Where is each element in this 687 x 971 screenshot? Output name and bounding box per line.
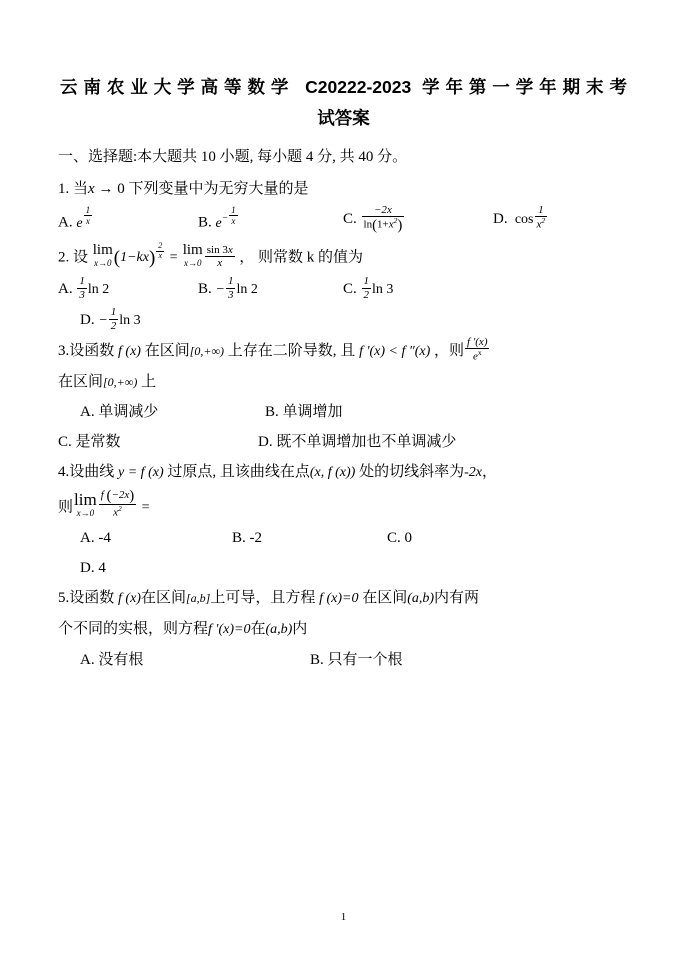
question-4-options-row1 — [58, 523, 629, 553]
question-4-option-b — [232, 523, 387, 553]
q3-function: f (x) — [118, 343, 141, 359]
question-4-option-c — [387, 523, 412, 553]
question-3-option-a — [80, 397, 265, 427]
question-1-stem — [58, 174, 629, 204]
question-5-option-b — [310, 645, 403, 675]
option-label: B. — [198, 280, 212, 297]
q3-fraction: $\frac{f '(x)}{e^x}$ — [467, 335, 488, 363]
option-label: D. — [80, 559, 95, 576]
q4-curve: y = f (x) — [118, 464, 164, 480]
q5-interval-2: (a,b) — [407, 590, 435, 606]
question-4-stem-line-1 — [58, 457, 629, 488]
option-text: 只有一个根 — [327, 651, 403, 668]
question-2-options-row2 — [58, 305, 629, 336]
q5-derivative-equation: f ′(x)=0 — [208, 621, 251, 637]
q5-text-g: 在 — [250, 620, 266, 637]
page-title-line-1: 云南农业大学高等数学 C20222-2023 学年第一学年期末考 — [60, 77, 627, 97]
q4-text-c: 处的切线斜率为 — [359, 463, 465, 480]
question-4-number: 4. — [58, 463, 70, 480]
q5-interval-3: (a,b) — [265, 621, 293, 637]
option-label: D. — [493, 211, 508, 228]
q3-text-a: 设函数 — [69, 342, 115, 359]
question-1-variable: x — [88, 181, 95, 197]
q3-text-f: 在区间 — [58, 373, 104, 390]
question-1-stem-prefix: 当 — [73, 181, 89, 197]
option-label: B. — [310, 651, 324, 668]
question-1-option-b: B. $e^{- \frac{1}{x}}$ — [198, 204, 236, 231]
question-1-option-c: C. $\frac{-2x}{\ln(1+x^2)}$ — [343, 204, 403, 234]
q3-text-e: ，则 — [434, 342, 465, 359]
question-3-option-d — [258, 427, 456, 457]
question-3-options-row2 — [58, 427, 629, 457]
question-4-option-a — [80, 523, 232, 553]
q3-text-g: 上 — [141, 373, 157, 390]
question-2-stem-rest: ， 则常数 k 的值为 — [239, 249, 363, 266]
option-label: C. — [58, 433, 72, 450]
option-label: A. — [80, 403, 95, 420]
option-text: 既不单调增加也不单调减少 — [276, 433, 457, 450]
question-2-options — [58, 274, 629, 305]
q5-text-h: 内 — [292, 620, 308, 637]
option-label: A. — [58, 214, 73, 231]
question-3-options-row1 — [58, 397, 629, 427]
q3-text-c: 上存在二阶导数, 且 — [227, 342, 356, 359]
option-label: A. — [58, 280, 73, 297]
question-4-option-d — [80, 553, 106, 583]
question-4-options-row2 — [58, 553, 629, 583]
question-3-option-b — [265, 397, 343, 427]
q4-text-b: 过原点, 且该曲线在点 — [167, 463, 310, 480]
option-text: 4 — [98, 559, 106, 576]
question-3-option-c — [58, 427, 258, 457]
question-3-stem-line-1 — [58, 336, 629, 367]
q4-limit: lim x→0 $\frac{f (-2x)}{x^2}$ = — [74, 487, 151, 519]
option-label: B. — [265, 403, 279, 420]
q4-text-d: ， — [482, 463, 498, 480]
q5-text-f: 个不同的实根，则方程 — [58, 620, 209, 637]
question-2-option-b: B. − $\frac{1}{3}$ ln 2 — [198, 275, 258, 301]
question-2-option-d: D. − $\frac{1}{2}$ ln 3 — [80, 306, 141, 332]
option-text: 单调减少 — [98, 403, 159, 420]
q3-text-b: 在区间 — [144, 342, 190, 359]
q3-interval-2: [0,+∞) — [103, 374, 138, 389]
section-heading-choice: 一、选择题:本大题共 10 小题, 每小题 4 分, 共 40 分。 — [58, 149, 408, 165]
q5-function: f (x) — [118, 590, 141, 606]
question-1-arrow: → 0 — [98, 181, 125, 197]
q4-slope: -2x — [464, 464, 482, 480]
question-3-stem-line-2 — [58, 367, 629, 397]
q4-text-e: 则 — [58, 498, 74, 515]
question-3-number: 3. — [58, 342, 70, 359]
question-1-number: 1. — [58, 181, 70, 197]
option-text: 没有根 — [98, 651, 144, 668]
question-2-stem-prefix: 设 — [73, 249, 89, 266]
q5-text-c: 上可导，且方程 — [210, 589, 316, 606]
question-5-option-a — [80, 645, 310, 675]
question-5-options — [58, 645, 629, 675]
option-text: -2 — [249, 529, 263, 546]
option-label: C. — [387, 529, 401, 546]
option-label: C. — [343, 211, 357, 228]
question-1-option-a: A. e $^{\frac{1}{x}}$ — [58, 204, 91, 231]
q5-text-e: 内有两 — [434, 589, 480, 606]
option-label: B. — [232, 529, 246, 546]
question-5-stem-line-2 — [58, 614, 629, 645]
option-text: 单调增加 — [282, 403, 343, 420]
q4-text-a: 设曲线 — [69, 463, 115, 480]
q5-equation: f (x)=0 — [319, 590, 359, 606]
page-title-line-2: 试答案 — [317, 108, 370, 128]
question-4-stem-line-2 — [58, 488, 629, 523]
option-label: D. — [80, 311, 95, 328]
question-2-formula: lim x→0 (1−kx) $^{\frac{2}{x}}$ = lim x→0 $\frac{\sin 3x}{x}$ — [92, 240, 233, 270]
option-label: A. — [80, 651, 95, 668]
option-label: D. — [258, 433, 273, 450]
question-1-stem-rest: 下列变量中为无穷大量的是 — [128, 181, 309, 197]
question-2-option-c: C. $\frac{1}{2}$ ln 3 — [343, 275, 394, 301]
option-label: B. — [198, 214, 212, 231]
question-5-number: 5. — [58, 589, 70, 606]
option-text: 是常数 — [75, 433, 121, 450]
q5-text-a: 设函数 — [69, 589, 115, 606]
option-text: 0 — [404, 529, 413, 546]
q4-point: (x, f (x)) — [309, 464, 356, 480]
question-2-number: 2. — [58, 249, 70, 266]
question-1-options — [58, 204, 629, 239]
question-2-stem — [58, 239, 629, 274]
question-5-stem-line-1 — [58, 583, 629, 614]
q5-interval: [a,b] — [185, 590, 211, 605]
question-1-option-d: D. cos $\frac{1}{x^2}$ — [493, 204, 546, 231]
option-label: C. — [343, 280, 357, 297]
page-number: 1 — [340, 911, 347, 923]
page-title — [58, 72, 629, 134]
q5-text-d: 在区间 — [362, 589, 408, 606]
question-2-option-a: A. $\frac{1}{3}$ ln 2 — [58, 275, 110, 301]
option-text: -4 — [98, 529, 111, 546]
q3-condition: f ′(x) < f ″(x) — [359, 343, 431, 359]
q5-text-b: 在区间 — [140, 589, 186, 606]
option-label: A. — [80, 529, 95, 546]
q3-interval: [0,+∞) — [189, 343, 225, 358]
